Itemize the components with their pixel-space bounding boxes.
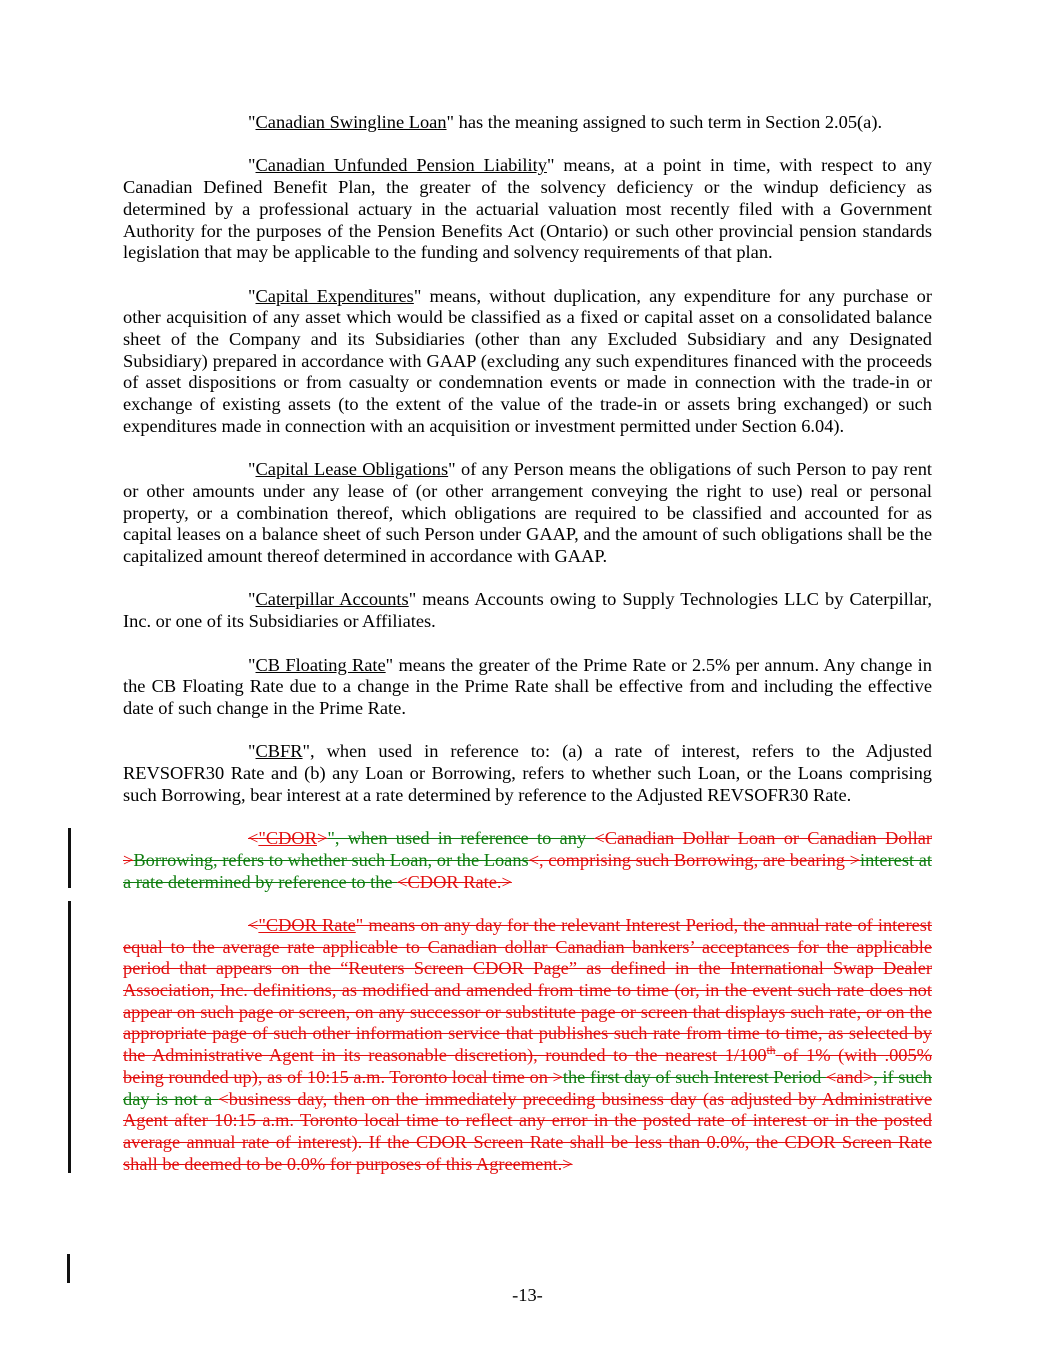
deleted-text-segment: <: [248, 828, 259, 849]
deleted-text-segment: " means on any day for the relevant Interest Period, the annual rate of interest equal to the average rate applicable to Canadian dollar Canadian bankers’ acceptances for the applicable period that appears on the “Reuters Screen CDOR Page” as defined in the International Swap Dealer Association, Inc. definitions, as modified and amended from time to time (or, in the event such rate does not appear on such page or screen, on any successor or substitute page or screen that displays such rate, or on the appropriate page of such other information service that publishes such rate from time to time, as selected by the Administrative Agent in its reasonable discretion), rounded to the nearest 1/100: [123, 914, 932, 1066]
deleted-defined-term: "CDOR Rate: [258, 914, 356, 935]
deleted-text-segment: <CDOR Rate.>: [397, 871, 512, 892]
text-segment: ": [248, 155, 256, 176]
deleted-text-segment: <business day, then on the immediately preceding business day (as adjusted by Administrative Agent after 10:15 a.m. Toronto local time to reflect any error in the posted rate of interest or in the posted average annual rate of interest). If the CDOR Screen Rate shall be less than 0.0%, the CDOR Screen Rate shall be deemed to be 0.0% for purposes of this Agreement.>: [123, 1088, 933, 1174]
text-segment: ": [248, 589, 256, 610]
revision-change-bar: [68, 901, 71, 1173]
definition-cdor-rate-deleted: [123, 915, 932, 1175]
text-segment: " means, without duplication, any expenditure for any purchase or other acquisition of any asset which would be classified as a fixed or capital asset on a consolidated balance sheet of the Company and its Subsidiaries (other than any Excluded Subsidiary and any Designated Subsidiary) prepared in accordance with GAAP (excluding any such expenditures financed with the proceeds of asset dispositions or from casualty or condemnation events or made in connection with the trade-in or exchange of existing assets (to the extent of the value of the trade-in or assets bring exchanged) or such expenditures made in connection with an acquisition or investment permitted under Section 6.04).: [123, 285, 932, 436]
defined-term: Caterpillar Accounts: [255, 589, 409, 610]
defined-term: Capital Lease Obligations: [255, 459, 449, 480]
definition-cdor-deleted: [123, 828, 932, 893]
text-segment: ": [248, 112, 256, 132]
inserted-struck-text-segment: , if such day is not a: [123, 1066, 932, 1109]
revision-change-bar: [68, 828, 71, 888]
text-segment: " of any Person means the obligations of such Person to pay rent or other amounts under any lease of (or other arrangement conveying the right to use) real or personal property, or a combination thereof, which obligations are required to be classified and accounted for as capital leases on a balance sheet of such Person under GAAP, and the amount of such obligations shall be the capitalized amount thereof determined in accordance with GAAP.: [123, 459, 933, 567]
definition-canadian-swingline-loan: [123, 112, 932, 134]
deleted-defined-term: "CDOR: [258, 828, 317, 849]
defined-term: CBFR: [255, 741, 303, 762]
deleted-text-segment: <and>: [825, 1066, 874, 1087]
deleted-text-segment: of 1% (with .005% being rounded up), as of 10:15 a.m. Toronto local time on >: [123, 1045, 932, 1087]
definition-caterpillar-accounts: [123, 589, 932, 632]
inserted-struck-text-segment: Borrowing, refers to whether such Loan, or the Loans: [133, 849, 529, 870]
text-segment: ": [248, 741, 256, 762]
text-segment: " means Accounts owing to Supply Technologies LLC by Caterpillar, Inc. or one of its Subsidiaries or Affiliates.: [123, 589, 932, 632]
text-segment: ": [248, 459, 256, 480]
definition-capital-lease-obligations: [123, 459, 932, 568]
revision-change-bar: [67, 1254, 70, 1283]
definition-cb-floating-rate: [123, 655, 932, 720]
deleted-text-segment: <Canadian Dollar Loan or Canadian Dollar >: [123, 828, 932, 870]
defined-term: CB Floating Rate: [255, 654, 386, 675]
defined-term: Canadian Swingline Loan: [255, 112, 447, 132]
inserted-struck-text-segment: interest at a rate determined by reference to the: [123, 849, 932, 892]
definition-canadian-unfunded-pension-liability: [123, 155, 932, 264]
text-segment: " means, at a point in time, with respect to any Canadian Defined Benefit Plan, the greater of the solvency deficiency or the windup deficiency as determined by a professional actuary in the actuarial valuation most recently filed with a Government Authority for the purposes of the Pension Benefits Act (Ontario) or such other provincial pension standards legislation that may be applicable to the funding and solvency requirements of that plan.: [123, 155, 932, 263]
inserted-struck-text-segment: the first day of such Interest Period: [562, 1066, 826, 1087]
text-segment: ": [248, 285, 256, 306]
deleted-superscript-segment: th: [766, 1044, 776, 1057]
text-segment: " has the meaning assigned to such term in Section 2.05(a).: [446, 112, 883, 132]
text-segment: " means the greater of the Prime Rate or 2.5% per annum. Any change in the CB Floating Rate due to a change in the Prime Rate shall be effective from and including the effective date of such change in the Prime Rate.: [123, 654, 932, 718]
defined-term: Capital Expenditures: [255, 285, 414, 306]
text-segment: ": [248, 654, 256, 675]
definitions-text-block: [123, 112, 932, 1175]
page-number: -13-: [512, 1285, 543, 1305]
inserted-struck-text-segment: ", when used in reference to any: [327, 828, 595, 849]
definition-cbfr: [123, 741, 932, 806]
deleted-text-segment: >: [316, 828, 328, 849]
text-segment: ", when used in reference to: (a) a rate of interest, refers to the Adjusted REVSOFR30 Rate and (b) any Loan or Borrowing, refers to whether such Loan, or the Loans comprising such Borrowing, bear interest at a rate determined by reference to the Adjusted REVSOFR30 Rate.: [123, 741, 932, 805]
deleted-text-segment: <: [248, 914, 259, 935]
definition-capital-expenditures: [123, 286, 932, 438]
deleted-text-segment: <, comprising such Borrowing, are bearing >: [528, 849, 860, 870]
defined-term: Canadian Unfunded Pension Liability: [255, 155, 547, 176]
